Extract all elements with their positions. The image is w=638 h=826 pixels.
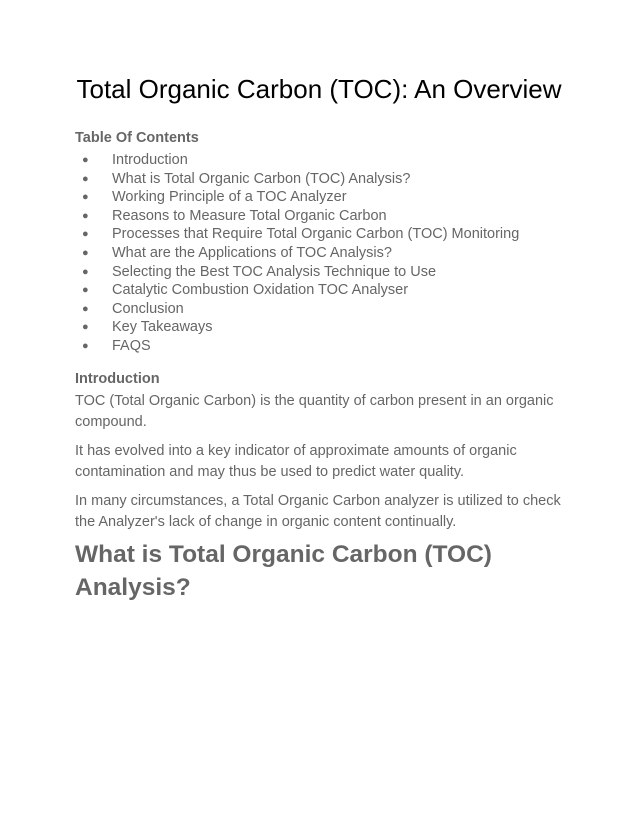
paragraph: TOC (Total Organic Carbon) is the quantity of carbon present in an organic compound. xyxy=(75,393,554,430)
bullet-icon: ● xyxy=(82,265,89,278)
bullet-icon: ● xyxy=(82,228,89,241)
bullet-icon: ● xyxy=(82,154,89,166)
toc-item xyxy=(82,318,519,337)
toc-item-label: Catalytic Combustion Oxidation TOC Analyser xyxy=(112,282,409,299)
section-heading: What is Total Organic Carbon (TOC) Analysis? xyxy=(75,541,492,601)
bullet-icon: ● xyxy=(82,302,89,315)
toc-item xyxy=(82,225,519,244)
toc-item-label: Selecting the Best TOC Analysis Technique to Use xyxy=(112,263,437,280)
toc-item-label: Processes that Require Total Organic Carbon (TOC) Monitoring xyxy=(112,226,520,243)
bullet-icon: ● xyxy=(82,172,89,185)
bullet-icon: ● xyxy=(82,321,89,334)
toc-list xyxy=(82,151,519,356)
toc-item xyxy=(82,207,519,226)
bullet-icon: ● xyxy=(82,339,89,352)
toc-item-label: Conclusion xyxy=(112,300,184,317)
toc-item xyxy=(82,151,519,170)
bullet-icon: ● xyxy=(82,246,89,259)
toc-item-label: FAQS xyxy=(112,337,151,354)
toc-item-label: Key Takeaways xyxy=(112,319,213,336)
toc-item-label: What is Total Organic Carbon (TOC) Analysis? xyxy=(112,170,411,187)
toc-item-label: Introduction xyxy=(112,152,188,168)
toc-item xyxy=(82,337,519,356)
paragraph: In many circumstances, a Total Organic Carbon analyzer is utilized to check the Analyzer's lack of change in organic content continually. xyxy=(75,493,561,530)
bullet-icon: ● xyxy=(82,284,89,297)
bullet-icon: ● xyxy=(82,191,89,204)
toc-item xyxy=(82,263,519,282)
document-title: Total Organic Carbon (TOC): An Overview xyxy=(76,74,562,104)
introduction-heading: Introduction xyxy=(75,371,160,387)
toc-item xyxy=(82,300,519,319)
toc-item-label: Working Principle of a TOC Analyzer xyxy=(112,189,347,206)
paragraph: It has evolved into a key indicator of approximate amounts of organic contamination and may thus be used to predict water quality. xyxy=(75,443,517,480)
bullet-icon: ● xyxy=(82,209,89,222)
toc-item xyxy=(82,170,519,189)
toc-item-label: What are the Applications of TOC Analysis? xyxy=(112,244,392,261)
toc-item-label: Reasons to Measure Total Organic Carbon xyxy=(112,207,387,224)
toc-heading: Table Of Contents xyxy=(75,130,199,146)
toc-item xyxy=(82,188,519,207)
toc-item xyxy=(82,244,519,263)
toc-item xyxy=(82,281,519,300)
